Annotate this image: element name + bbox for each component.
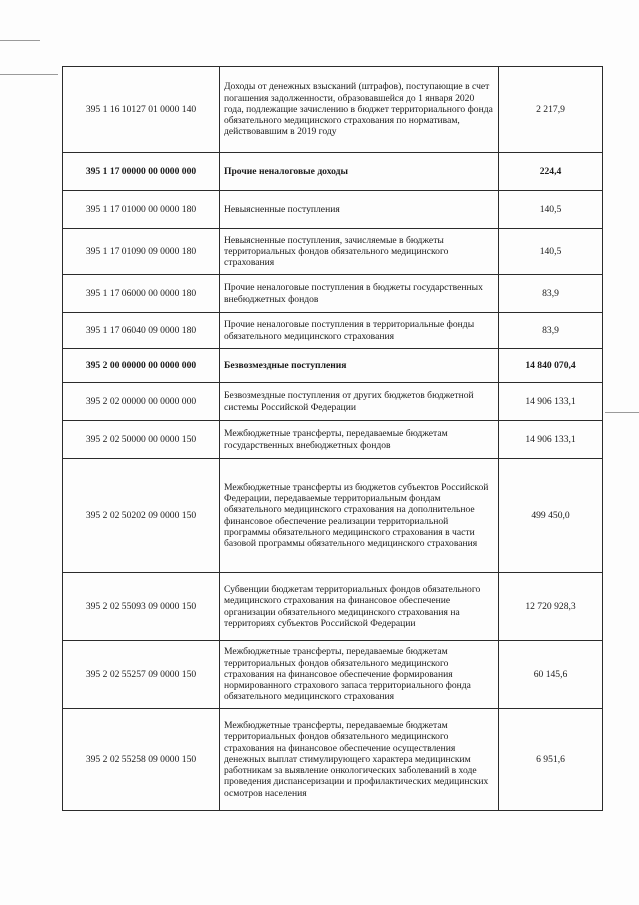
revenue-code: 395 2 00 00000 00 0000 000 xyxy=(63,349,220,383)
scan-artifact-line xyxy=(0,74,58,75)
revenue-code: 395 1 17 06000 00 0000 180 xyxy=(63,275,220,313)
revenue-code: 395 1 17 06040 09 0000 180 xyxy=(63,313,220,349)
revenue-name: Прочие неналоговые поступления в бюджеты государственных внебюджетных фондов xyxy=(220,275,499,313)
revenue-code: 395 2 02 55093 09 0000 150 xyxy=(63,573,220,641)
revenue-name: Межбюджетные трансферты, передаваемые бюджетам территориальных фондов обязательного медицинского страхования на финансовое обеспечение формирования нормированного страхового запаса территориального фонда обязательного медицинского страхования xyxy=(220,641,499,709)
revenue-code: 395 2 02 50202 09 0000 150 xyxy=(63,459,220,573)
revenue-name: Субвенции бюджетам территориальных фондов обязательного медицинского страхования на финансовое обеспечение организации обязательного медицинского страхования на территориях субъектов Российской Федерации xyxy=(220,573,499,641)
revenue-amount: 6 951,6 xyxy=(499,709,603,811)
table-row xyxy=(63,641,603,709)
revenue-amount: 83,9 xyxy=(499,313,603,349)
revenue-code: 395 2 02 55258 09 0000 150 xyxy=(63,709,220,811)
revenue-code: 395 1 17 01090 09 0000 180 xyxy=(63,229,220,275)
revenue-amount: 140,5 xyxy=(499,229,603,275)
table-row xyxy=(63,709,603,811)
revenue-amount: 83,9 xyxy=(499,275,603,313)
table-row xyxy=(63,229,603,275)
revenue-name: Невыясненные поступления, зачисляемые в бюджеты территориальных фондов обязательного медицинского страхования xyxy=(220,229,499,275)
scan-artifact-line xyxy=(605,412,639,413)
revenue-name: Доходы от денежных взысканий (штрафов), поступающие в счет погашения задолженности, образовавшейся до 1 января 2020 года, подлежащие зачислению в бюджет территориального фонда обязательного медицинского страхования по нормативам, действовавшим в 2019 году xyxy=(220,67,499,153)
revenue-code: 395 2 02 00000 00 0000 000 xyxy=(63,383,220,421)
revenue-code: 395 2 02 50000 00 0000 150 xyxy=(63,421,220,459)
table-row xyxy=(63,67,603,153)
revenue-name: Межбюджетные трансферты из бюджетов субъектов Российской Федерации, передаваемые территориальным фондам обязательного медицинского страхования на дополнительное финансовое обеспечение реализации территориальной программы обязательного медицинского страхования в части базовой программы обязательного медицинского страхования xyxy=(220,459,499,573)
revenue-name: Безвозмездные поступления от других бюджетов бюджетной системы Российской Федерации xyxy=(220,383,499,421)
table-row xyxy=(63,275,603,313)
table-row xyxy=(63,383,603,421)
revenue-amount: 224,4 xyxy=(499,153,603,191)
revenue-amount: 14 906 133,1 xyxy=(499,383,603,421)
table-row xyxy=(63,153,603,191)
revenue-code: 395 1 17 01000 00 0000 180 xyxy=(63,191,220,229)
table-row xyxy=(63,191,603,229)
revenue-amount: 2 217,9 xyxy=(499,67,603,153)
revenue-name: Межбюджетные трансферты, передаваемые бюджетам государственных внебюджетных фондов xyxy=(220,421,499,459)
revenue-name: Прочие неналоговые доходы xyxy=(220,153,499,191)
revenue-name: Невыясненные поступления xyxy=(220,191,499,229)
revenue-code: 395 1 16 10127 01 0000 140 xyxy=(63,67,220,153)
revenue-amount: 14 906 133,1 xyxy=(499,421,603,459)
table-row xyxy=(63,313,603,349)
table-row xyxy=(63,349,603,383)
revenue-name: Межбюджетные трансферты, передаваемые бюджетам территориальных фондов обязательного медицинского страхования на финансовое обеспечение осуществления денежных выплат стимулирующего характера медицинским работникам за выявление онкологических заболеваний в ходе проведения диспансеризации и профилактических медицинских осмотров населения xyxy=(220,709,499,811)
table-row xyxy=(63,459,603,573)
table-row xyxy=(63,573,603,641)
revenue-name: Безвозмездные поступления xyxy=(220,349,499,383)
revenue-amount: 140,5 xyxy=(499,191,603,229)
revenue-name: Прочие неналоговые поступления в территориальные фонды обязательного медицинского страхования xyxy=(220,313,499,349)
scan-artifact-line xyxy=(0,40,40,41)
table-row xyxy=(63,421,603,459)
revenue-amount: 12 720 928,3 xyxy=(499,573,603,641)
revenue-table xyxy=(62,66,603,811)
revenue-code: 395 2 02 55257 09 0000 150 xyxy=(63,641,220,709)
revenue-amount: 14 840 070,4 xyxy=(499,349,603,383)
revenue-amount: 60 145,6 xyxy=(499,641,603,709)
revenue-code: 395 1 17 00000 00 0000 000 xyxy=(63,153,220,191)
revenue-amount: 499 450,0 xyxy=(499,459,603,573)
